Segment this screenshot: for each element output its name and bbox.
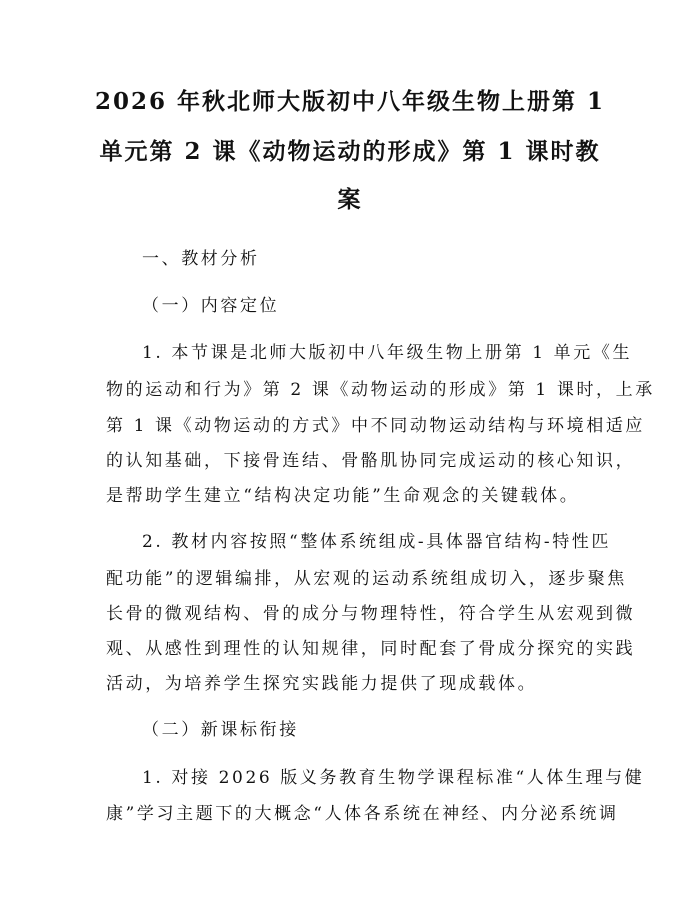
paragraph-2-line-2: 配功能”的逻辑编排，从宏观的运动系统组成切入，逐步聚焦 xyxy=(106,569,627,589)
paragraph-1-line-3: 第 1 课《动物运动的方式》中不同动物运动结构与环境相适应 xyxy=(106,416,646,436)
subsection-heading-positioning: （一）内容定位 xyxy=(142,296,280,316)
paragraph-3-line-2: 康”学习主题下的大概念“人体各系统在神经、内分泌系统调 xyxy=(106,804,619,824)
document-title-line-2: 单元第 2 课《动物运动的形成》第 1 课时教 xyxy=(99,138,601,165)
paragraph-1-line-5: 是帮助学生建立“结构决定功能”生命观念的关键载体。 xyxy=(106,486,580,506)
paragraph-2-line-1: 2. 教材内容按照“整体系统组成-具体器官结构-特性匹 xyxy=(142,532,612,552)
paragraph-1-line-2: 物的运动和行为》第 2 课《动物运动的形成》第 1 课时，上承 xyxy=(106,380,655,400)
document-title-line-1: 2026 年秋北师大版初中八年级生物上册第 1 xyxy=(94,88,606,115)
paragraph-3-line-1: 1. 对接 2026 版义务教育生物学课程标准“人体生理与健 xyxy=(142,768,645,788)
paragraph-2-line-5: 活动，为培养学生探究实践能力提供了现成载体。 xyxy=(106,674,538,694)
document-title-line-3: 案 xyxy=(337,186,363,213)
paragraph-1-line-4: 的认知基础，下接骨连结、骨骼肌协同完成运动的核心知识， xyxy=(106,451,636,471)
paragraph-1-line-1: 1. 本节课是北师大版初中八年级生物上册第 1 单元《生 xyxy=(142,343,633,363)
subsection-heading-curriculum: （二）新课标衔接 xyxy=(142,720,299,740)
paragraph-2-line-4: 观、从感性到理性的认知规律，同时配套了骨成分探究的实践 xyxy=(106,639,636,659)
paragraph-2-line-3: 长骨的微观结构、骨的成分与物理特性，符合学生从宏观到微 xyxy=(106,604,636,624)
section-heading-analysis: 一、教材分析 xyxy=(142,249,260,269)
